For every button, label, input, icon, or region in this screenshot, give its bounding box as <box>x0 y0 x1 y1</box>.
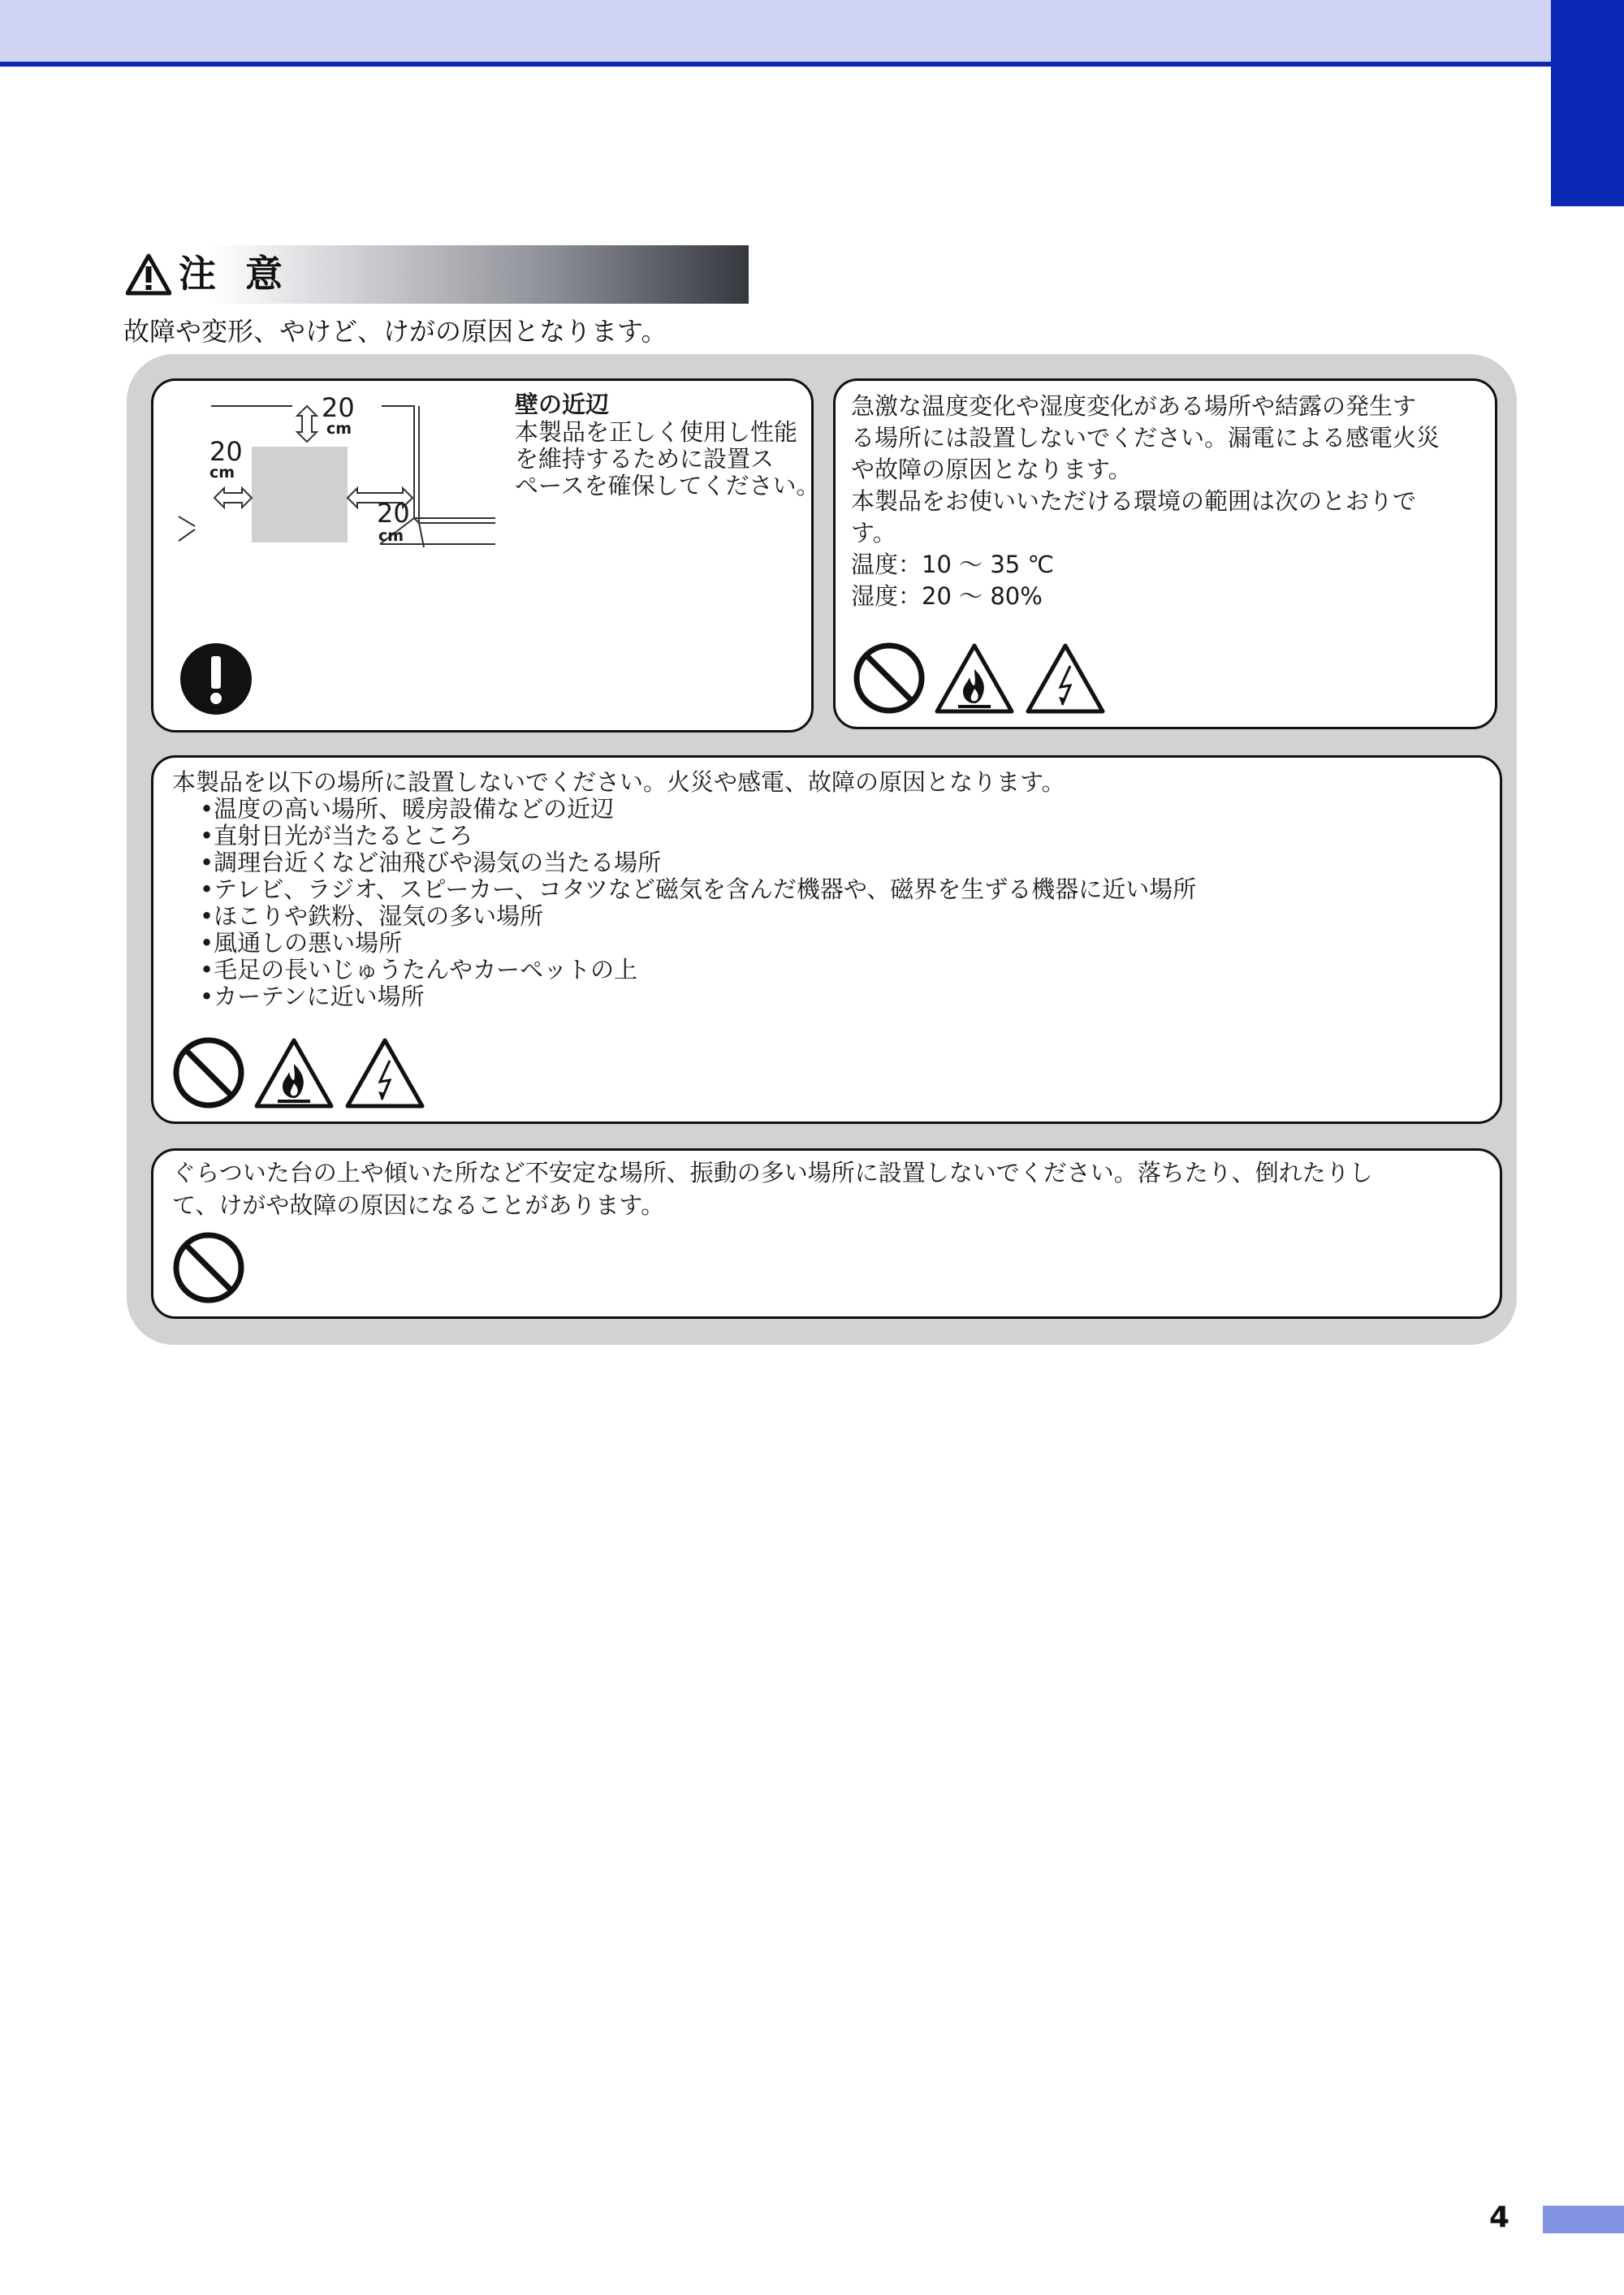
environment-line: 本製品をお使いいただける環境の範囲は次のとおりで <box>851 487 1417 515</box>
wall-box-title: 壁の近辺 <box>515 391 610 418</box>
list-item: • 温度の高い場所、暖房設備などの近辺 <box>200 796 1196 823</box>
page-number-bar <box>1543 2206 1624 2233</box>
caution-triangle-icon <box>126 253 171 296</box>
environment-line: 急激な温度変化や湿度変化がある場所や結露の発生す <box>851 392 1417 420</box>
clearance-top-value: 20 <box>322 392 355 423</box>
clearance-right-unit: cm <box>378 527 404 545</box>
page-number: 4 <box>1489 2201 1510 2234</box>
list-item: • テレビ、ラジオ、スピーカー、コタツなど磁気を含んだ機器や、磁界を生ずる機器に近い場所 <box>200 876 1196 903</box>
electric-shock-warning-icon <box>344 1036 425 1109</box>
location-intro: 本製品を以下の場所に設置しないでください。火災や感電、故障の原因となります。 <box>172 768 1065 796</box>
environment-line: る場所には設置しないでください。漏電による感電火災 <box>851 424 1440 452</box>
list-item: • 風通しの悪い場所 <box>200 930 1196 957</box>
clearance-right-value: 20 <box>377 498 410 529</box>
chapter-tab <box>1551 0 1624 206</box>
list-item: • ほこりや鉄粉、湿気の多い場所 <box>200 903 1196 930</box>
prohibition-icon <box>172 1036 245 1109</box>
temperature-range: 温度：10 ～ 35 ℃ <box>851 551 1055 578</box>
stability-line: て、けがや故障の原因になることがあります。 <box>172 1191 665 1219</box>
list-item: • カーテンに近い場所 <box>200 983 1196 1010</box>
header-band <box>0 0 1551 63</box>
list-item: • 直射日光が当たるところ <box>200 823 1196 849</box>
wall-box-line: を維持するために設置ス <box>515 445 775 473</box>
list-item: • 毛足の長いじゅうたんやカーペットの上 <box>200 957 1196 983</box>
wall-box-line: 本製品を正しく使用し性能 <box>515 418 798 446</box>
fire-warning-icon <box>253 1036 335 1109</box>
list-item: • 調理台近くなど油飛びや湯気の当たる場所 <box>200 849 1196 876</box>
clearance-top-unit: cm <box>326 420 352 438</box>
environment-line: す。 <box>851 519 896 547</box>
fire-warning-icon <box>934 642 1015 715</box>
location-list <box>200 796 1196 1010</box>
humidity-range: 湿度：20 ～ 80% <box>851 582 1043 610</box>
caution-lead-text: 故障や変形、やけど、けがの原因となります。 <box>123 316 667 347</box>
caution-heading: 注 意 <box>179 252 292 296</box>
stability-line: ぐらついた台の上や傾いた所など不安定な場所、振動の多い場所に設置しないでください。落ちたり、倒れたりし <box>172 1159 1373 1186</box>
wall-box-line: ペースを確保してください。 <box>515 472 820 499</box>
environment-line: や故障の原因となります。 <box>851 456 1132 483</box>
clearance-left-unit: cm <box>209 464 235 482</box>
clearance-left-value: 20 <box>209 436 243 467</box>
header-rule <box>0 62 1551 67</box>
mandatory-action-icon <box>180 643 252 715</box>
prohibition-icon <box>853 642 926 715</box>
prohibition-icon <box>172 1231 245 1304</box>
electric-shock-warning-icon <box>1025 642 1106 715</box>
